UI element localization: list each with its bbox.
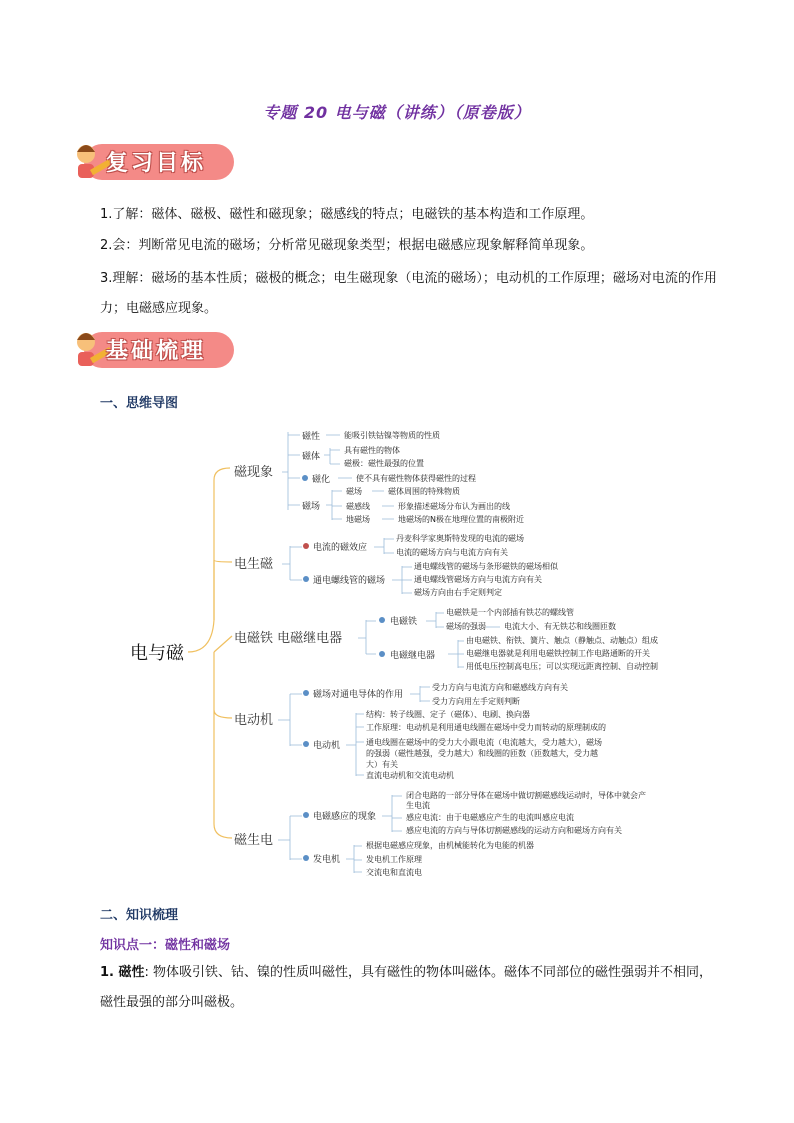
person-icon [379, 651, 385, 657]
banner-title: 基础梳理 [106, 339, 207, 364]
branch-electromagnet: 电磁铁 电磁继电器 [234, 631, 343, 646]
person-icon [303, 543, 309, 549]
text-force-dir: 受力方向与电流方向和磁感线方向有关 [432, 683, 568, 692]
node-field-lines: 磁感线 [346, 502, 370, 511]
text-induction-def-1: 闭合电路的一部分导体在磁场中做切割磁感线运动时，导体中就会产 [406, 791, 646, 800]
node-magnet: 磁体 [302, 452, 321, 462]
text-left-hand: 受力方向用左手定则判断 [432, 697, 520, 706]
node-generator: 发电机 [313, 855, 341, 865]
node-solenoid: 通电螺线管的磁场 [313, 576, 386, 586]
text-field-lines-def: 形象描述磁场分布认为画出的线 [398, 502, 510, 511]
node-magnetism: 磁性 [302, 432, 321, 442]
node-field-sub: 磁场 [346, 487, 362, 496]
text-generator-def: 根据电磁感应现象，由机械能转化为电能的机器 [366, 841, 534, 850]
branch-motor: 电动机 [234, 713, 274, 728]
person-icon [303, 741, 309, 747]
text-right-hand: 磁场方向由右手定则判定 [414, 588, 502, 597]
text-generator-principle: 发电机工作原理 [366, 855, 422, 864]
section-mindmap-heading: 一、思维导图 [100, 396, 179, 411]
banner-title: 复习目标 [106, 151, 207, 176]
text-magnetization-def: 使不具有磁性物体获得磁性的过程 [356, 474, 476, 483]
point-1-text: : 物体吸引铁、钴、镍的性质叫磁性，具有磁性的物体叫磁体。磁体不同部位的磁性强弱并不相同，磁性最强的部分叫磁极。 [100, 965, 713, 1010]
page-title: 专题 20 电与磁（讲练）（原卷版） [263, 103, 531, 122]
branch-induction: 磁生电 [234, 833, 274, 848]
node-motor: 电动机 [313, 741, 341, 751]
text-relay-use: 用低电压控制高电压；可以实现远距离控制、自动控制 [466, 662, 658, 671]
branch-magnetism: 磁现象 [234, 465, 274, 480]
text-relay-def: 电磁继电器就是利用电磁铁控制工作电路通断的开关 [466, 649, 650, 658]
person-icon [303, 812, 309, 818]
text-solenoid-dir: 通电螺线管磁场方向与电流方向有关 [414, 575, 542, 584]
review-goals-banner [70, 140, 240, 184]
text-magnetism-def: 能吸引铁钴镍等物质的性质 [344, 431, 440, 440]
person-icon [303, 855, 309, 861]
pencil-girl-icon [70, 328, 110, 378]
mind-map [0, 420, 794, 890]
person-icon [302, 475, 308, 481]
text-force-factors-3: 大）有关 [366, 760, 398, 769]
text-induced-current: 感应电流：由于电磁感应产生的电流叫感应电流 [406, 813, 574, 822]
goal-1: 1.了解：磁体、磁极、磁性和磁现象；磁感线的特点；电磁铁的基本构造和工作原理。 [100, 207, 594, 222]
pencil-girl-icon [70, 140, 110, 190]
goal-3: 3.理解：磁场的基本性质；磁极的概念；电生磁现象（电流的磁场）；电动机的工作原理；磁场对电流的作用力；电磁感应现象。 [100, 271, 717, 316]
mindmap-root: 电与磁 [130, 643, 184, 664]
text-ac-dc: 交流电和直流电 [366, 868, 422, 877]
branch-electromagnetism: 电生磁 [234, 557, 274, 572]
person-icon [379, 617, 385, 623]
basics-banner [70, 328, 240, 372]
node-magnetization: 磁化 [312, 475, 331, 485]
person-icon [303, 690, 309, 696]
text-magnet-def: 具有磁性的物体 [344, 446, 400, 455]
node-relay: 电磁继电器 [390, 651, 436, 661]
text-oersted: 丹麦科学家奥斯特发现的电流的磁场 [396, 534, 524, 543]
text-pole-def: 磁极：磁性最强的位置 [344, 459, 424, 468]
text-induction-def-2: 生电流 [406, 801, 430, 810]
text-motor-structure: 结构：转子线圈、定子（磁体）、电刷、换向器 [366, 710, 530, 719]
node-induction-phenomenon: 电磁感应的现象 [313, 812, 377, 822]
text-relay-parts: 由电磁铁、衔铁、簧片、触点（静触点、动触点）组成 [466, 636, 658, 645]
text-induced-dir: 感应电流的方向与导体切割磁感线的运动方向和磁场方向有关 [406, 826, 622, 835]
text-strength-factors: 电流大小、有无铁芯和线圈匝数 [504, 622, 616, 631]
goal-2: 2.会：判断常见电流的磁场；分析常见磁现象类型；根据电磁感应现象解释简单现象。 [100, 238, 594, 253]
text-current-field-dir: 电流的磁场方向与电流方向有关 [396, 548, 508, 557]
point-1-label: 1. 磁性 [100, 965, 145, 980]
node-earth-field: 地磁场 [346, 515, 370, 524]
text-field-def: 磁体周围的特殊物质 [388, 487, 460, 496]
text-force-factors-1: 通电线圈在磁场中的受力大小跟电流（电流越大，受力越大），磁场 [366, 738, 602, 747]
node-current-effect: 电流的磁效应 [313, 543, 368, 553]
text-solenoid-similar: 通电螺线管的磁场与条形磁铁的磁场相似 [414, 562, 558, 571]
node-electromagnet: 电磁铁 [390, 617, 418, 627]
text-motor-principle: 工作原理：电动机是利用通电线圈在磁场中受力而转动的原理制成的 [366, 723, 606, 732]
section-knowledge-heading: 二、知识梳理 [100, 908, 179, 923]
text-motor-types: 直流电动机和交流电动机 [366, 771, 454, 780]
node-force-on-conductor: 磁场对通电导体的作用 [313, 690, 404, 700]
text-electromagnet-def: 电磁铁是一个内部插有铁芯的螺线管 [446, 608, 574, 617]
text-force-factors-2: 的强弱（磁性越强，受力越大）和线圈的匝数（匝数越大，受力越 [366, 749, 598, 758]
node-field-strength: 磁场的强弱 [446, 622, 486, 631]
point-1-paragraph [100, 958, 724, 1018]
node-field: 磁场 [302, 502, 321, 512]
knowledge-point-1-heading: 知识点一：磁性和磁场 [100, 938, 231, 953]
person-icon [303, 576, 309, 582]
text-earth-field-def: 地磁场的N极在地理位置的南极附近 [398, 515, 524, 524]
